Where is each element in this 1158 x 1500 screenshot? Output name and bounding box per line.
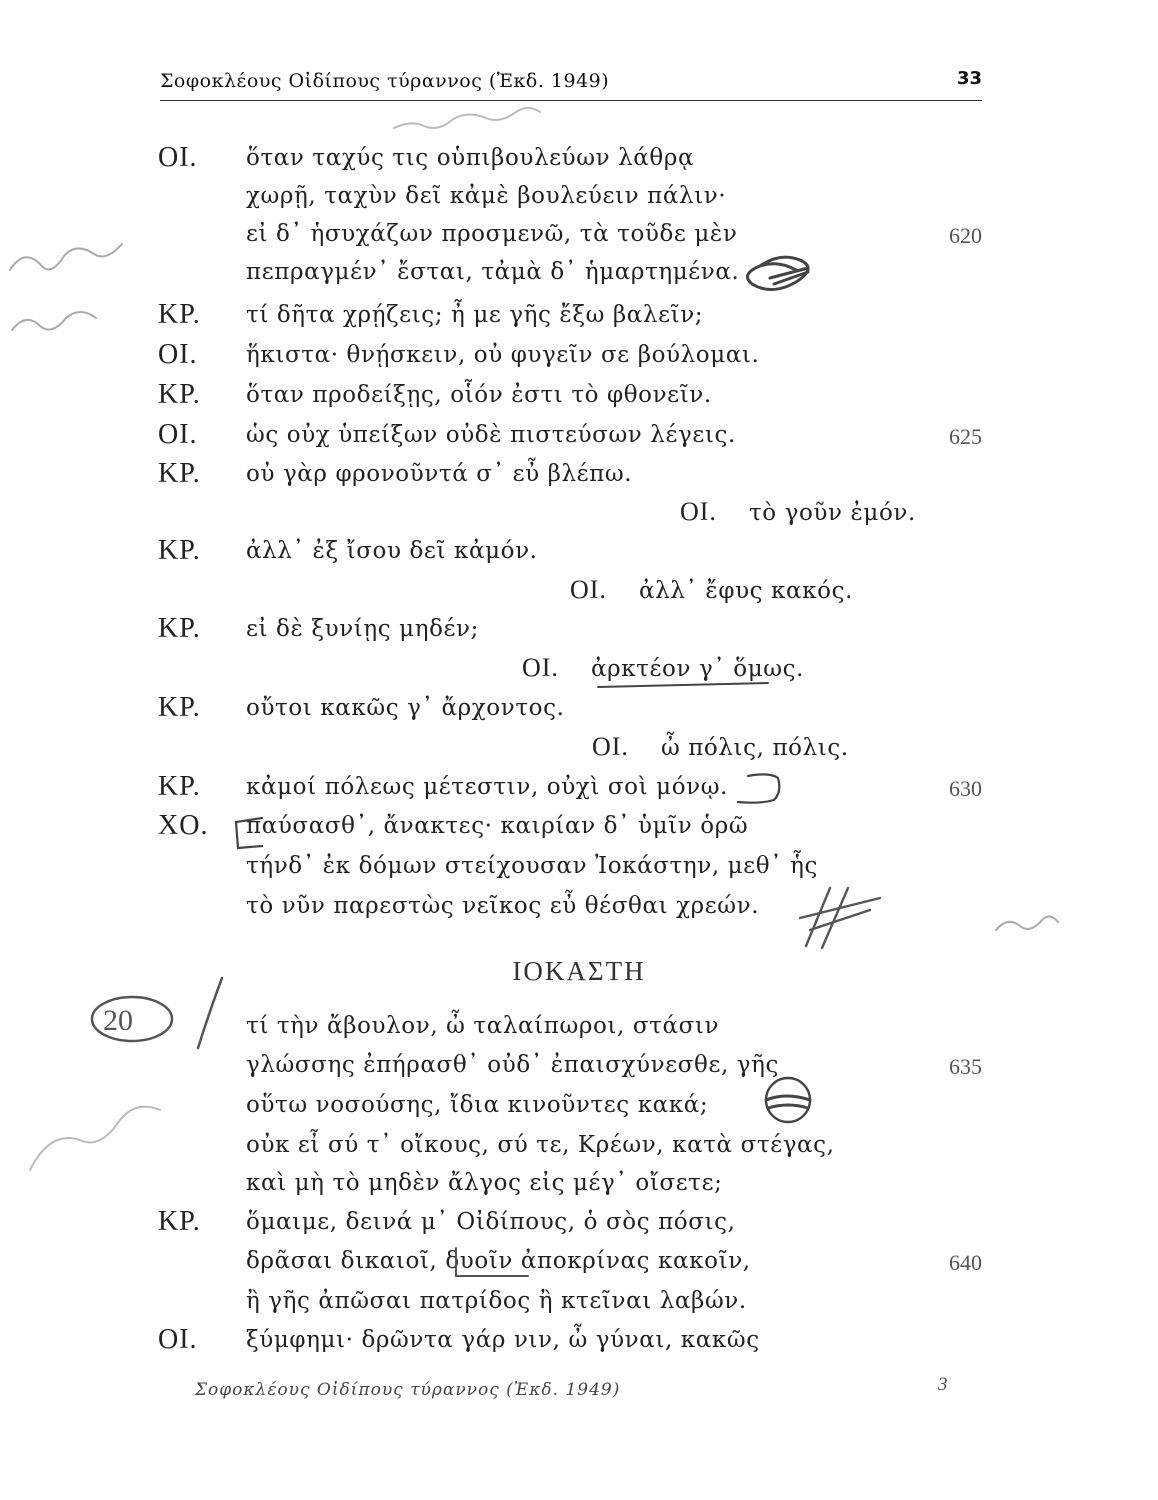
verse-line	[0, 1285, 1158, 1323]
verse-line	[0, 218, 1158, 256]
footer-page-number: 3	[938, 1374, 948, 1395]
speaker-label: ΟΙ.	[158, 1324, 198, 1355]
speaker-label: ΚΡ.	[158, 299, 201, 330]
verse-text: κἀμοί πόλεως μέτεστιν, οὐχὶ σοὶ μόνῳ.	[246, 774, 728, 800]
verse-line	[0, 1010, 1158, 1048]
verse-text: ὅταν ταχύς τις οὑπιβουλεύων λάθρᾳ	[246, 145, 695, 171]
verse-text: ἀρκτέον γ᾽ ὅμως.	[590, 656, 805, 682]
page-number: 33	[956, 68, 982, 89]
verse-line	[0, 850, 1158, 888]
speaker-label: ΟΙ.	[158, 142, 198, 173]
verse-text: εἰ δὲ ξυνίῃς μηδέν;	[246, 616, 479, 642]
speaker-label: ΟΙ.	[680, 497, 717, 526]
verse-text: ἢ γῆς ἀπῶσαι πατρίδος ἢ κτεῖναι λαβών.	[246, 1288, 747, 1314]
verse-line	[0, 731, 1158, 769]
verse-line	[0, 379, 1158, 417]
verse-line	[0, 890, 1158, 928]
line-number: 620	[949, 223, 982, 248]
verse-text: δρᾶσαι δικαιοῖ, δυοῖν ἀποκρίνας κακοῖν,	[246, 1248, 751, 1274]
speaker-label: ΟΙ.	[522, 653, 559, 682]
speaker-label: ΚΡ.	[158, 535, 201, 566]
verse-line	[0, 810, 1158, 848]
line-number: 630	[949, 776, 982, 801]
verse-line	[0, 1167, 1158, 1205]
verse-text: χωρῇ, ταχὺν δεῖ κἀμὲ βουλεύειν πάλιν·	[246, 183, 727, 209]
speaker-label: ΚΡ.	[158, 379, 201, 410]
verse-line	[0, 652, 1158, 690]
verse-text: ὡς οὐχ ὑπείξων οὐδὲ πιστεύσων λέγεις.	[246, 422, 736, 448]
verse-text: ἀλλ᾽ ἔφυς κακός.	[638, 578, 853, 604]
speaker-label: ΟΙ.	[158, 419, 198, 450]
verse-text: τὸ γοῦν ἐμόν.	[748, 500, 916, 526]
verse-text-split	[522, 653, 804, 683]
line-number: 640	[949, 1250, 982, 1275]
speaker-label: ΟΙ.	[592, 732, 629, 761]
verse-text-split	[592, 732, 849, 762]
verse-line	[0, 1129, 1158, 1167]
verse-line	[0, 419, 1158, 457]
verse-text: πεπραγμέν᾽ ἔσται, τἀμὰ δ᾽ ἡμαρτημένα.	[246, 259, 740, 285]
verse-line	[0, 535, 1158, 573]
verse-text: ξύμφημι· δρῶντα γάρ νιν, ὦ γύναι, κακῶς	[246, 1327, 760, 1353]
verse-line	[0, 496, 1158, 534]
section-heading: ΙΟΚΑΣΤΗ	[512, 956, 646, 986]
verse-text: ἥκιστα· θνῄσκειν, οὐ φυγεῖν σε βούλομαι.	[246, 342, 760, 368]
verse-text: τήνδ᾽ ἐκ δόμων στείχουσαν Ἰοκάστην, μεθ᾽ ἧς	[246, 853, 819, 879]
running-head	[160, 68, 982, 101]
verse-line	[0, 256, 1158, 294]
verse-line	[0, 299, 1158, 337]
verse-line	[0, 339, 1158, 377]
speaker-label: ΟΙ.	[158, 339, 198, 370]
margin-number: 20	[103, 1004, 133, 1037]
line-number: 635	[949, 1054, 982, 1079]
verse-text: ὅμαιμε, δεινά μ᾽ Οἰδίπους, ὁ σὸς πόσις,	[246, 1209, 736, 1235]
verse-text: εἰ δ᾽ ἡσυχάζων προσμενῶ, τὰ τοῦδε μὲν	[246, 221, 738, 247]
verse-line	[0, 613, 1158, 651]
speaker-label: ΟΙ.	[570, 575, 607, 604]
verse-text: οὐκ εἶ σύ τ᾽ οἴκους, σύ τε, Κρέων, κατὰ στέγας,	[246, 1132, 835, 1158]
verse-line	[0, 1245, 1158, 1283]
verse-line	[0, 1206, 1158, 1244]
verse-line	[0, 1324, 1158, 1362]
verse-text: οὐ γὰρ φρονοῦντά σ᾽ εὖ βλέπω.	[246, 461, 633, 487]
verse-line	[0, 458, 1158, 496]
verse-line	[0, 180, 1158, 218]
verse-text: γλώσσης ἐπήρασθ᾽ οὐδ᾽ ἐπαισχύνεσθε, γῆς	[246, 1052, 780, 1078]
verse-line	[0, 771, 1158, 809]
speaker-label: ΚΡ.	[158, 1206, 201, 1237]
verse-text-split	[570, 575, 853, 605]
verse-line	[0, 142, 1158, 180]
verse-line	[0, 574, 1158, 612]
verse-text: οὔτοι κακῶς γ᾽ ἄρχοντος.	[246, 695, 565, 721]
verse-text-split	[680, 497, 916, 527]
footer-title: Σοφοκλέους Οἰδίπους τύραννος (Ἐκδ. 1949)	[195, 1380, 621, 1400]
verse-text: παύσασθ᾽, ἄνακτες· καιρίαν δ᾽ ὑμῖν ὁρῶ	[246, 813, 749, 839]
verse-text: ὦ πόλις, πόλις.	[660, 735, 849, 761]
verse-text: ἀλλ᾽ ἐξ ἴσου δεῖ κἀμόν.	[246, 538, 538, 564]
verse-text: οὕτω νοσούσης, ἴδια κινοῦντες κακά;	[246, 1092, 709, 1118]
verse-text: καὶ μὴ τὸ μηδὲν ἄλγος εἰς μέγ᾽ οἴσετε;	[246, 1170, 723, 1196]
verse-text: ὅταν προδείξῃς, οἷόν ἐστι τὸ φθονεῖν.	[246, 382, 712, 408]
verse-text: τί δῆτα χρῄζεις; ἦ με γῆς ἔξω βαλεῖν;	[246, 302, 704, 328]
speaker-label: ΚΡ.	[158, 771, 201, 802]
speaker-label: ΚΡ.	[158, 692, 201, 723]
running-head-title: Σοφοκλέους Οἰδίπους τύραννος (Ἐκδ. 1949)	[160, 70, 610, 92]
verse-line	[0, 692, 1158, 730]
speaker-label: ΚΡ.	[158, 613, 201, 644]
line-number: 625	[949, 424, 982, 449]
speaker-label: ΧΟ.	[158, 810, 209, 841]
verse-text: τὸ νῦν παρεστὼς νεῖκος εὖ θέσθαι χρεών.	[246, 893, 760, 919]
verse-line	[0, 1089, 1158, 1127]
verse-text: τί τὴν ἄβουλον, ὦ ταλαίπωροι, στάσιν	[246, 1013, 720, 1039]
verse-line	[0, 1049, 1158, 1087]
speaker-label: ΚΡ.	[158, 458, 201, 489]
